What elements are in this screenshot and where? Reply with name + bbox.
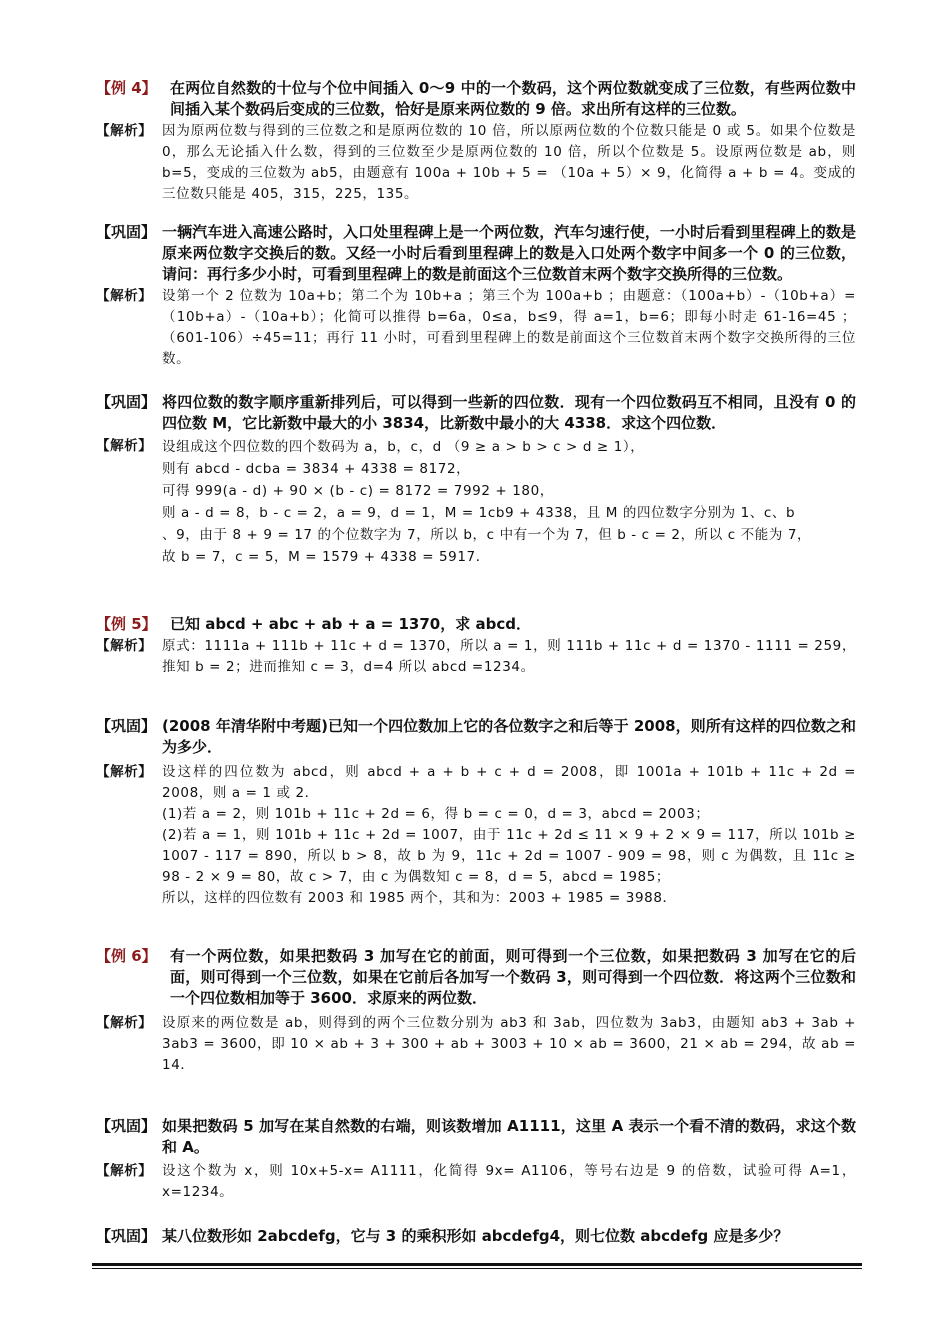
consolidate-1-question-text: 一辆汽车进入高速公路时，入口处里程碑上是一个两位数，汽车匀速行使，一小时后看到里程碑上的数是原来两位数字交换后的数。又经一小时后看到里程碑上的数是入口处两个数字中间多一个 0 的三位数，请问：再行多少小时，可看到里程碑上的数是前面这个三位数首末两个数字交换所得的三位数。 [162, 223, 856, 283]
example-4-answer [96, 121, 856, 205]
example-4-question-text: 在两位自然数的十位与个位中间插入 0～9 中的一个数码，这个两位数就变成了三位数，有些两位数中间插入某个数码后变成的三位数，恰好是原来两位数的 9 倍。求出所有这样的三位数。 [170, 79, 856, 118]
consolidate-4-answer [96, 1161, 856, 1203]
consolidate-3-answer-body [96, 762, 856, 909]
consolidate-1-question [96, 222, 856, 285]
consolidate-2-answer-tag: 【解析】 [96, 438, 153, 454]
consolidate-3-answer [96, 762, 856, 909]
answer-line: 、9，由于 8 + 9 = 17 的个位数字为 7，所以 b，c 中有一个为 7，但 b - c = 2，所以 c 不能为 7， [162, 527, 812, 543]
consolidate-4-question [96, 1116, 856, 1158]
example-5-block [96, 614, 856, 678]
consolidate-2-question [96, 392, 856, 434]
example-5-answer-tag: 【解析】 [96, 638, 153, 654]
consolidate-1-answer-text: 设第一个 2 位数为 10a+b；第二个为 10b+a ；第三个为 100a+b ；由题意：（100a+b）-（10b+a）=（10b+a）-（10a+b）；化简可以推得 b=6a，0≤a，b≤9，得 a=1，b=6；即每小时走 61-16=45 ；（601-106）÷45=11；再行 11 小时，可看到里程碑上的数是前面这个三位数首末两个数字交换所得的三位数。 [162, 288, 856, 367]
example-6-answer-tag: 【解析】 [96, 1015, 153, 1031]
consolidate-4-answer-tag: 【解析】 [96, 1163, 153, 1179]
answer-line: 设组成这个四位数的四个数码为 a，b，c，d （9 ≥ a > b > c > d ≥ 1）， [162, 439, 645, 455]
answer-line: 设这样的四位数为 abcd，则 abcd + a + b + c + d = 2008，即 1001a + 101b + 11c + 2d = 2008，则 a = 1 或 2． [162, 764, 856, 801]
example-5-question-text: 已知 abcd + abc + ab + a = 1370，求 abcd． [170, 615, 531, 633]
answer-line: (1)若 a = 2，则 101b + 11c + 2d = 6，得 b = c = 0，d = 3，abcd = 2003； [162, 806, 710, 822]
consolidate-2-answer [96, 436, 856, 568]
example-4-tag: 【例 4】 [96, 79, 157, 97]
consolidate-1-answer [96, 286, 856, 370]
example-6-answer [96, 1013, 856, 1076]
consolidate-5-question [96, 1226, 856, 1247]
answer-line: 则有 abcd - dcba = 3834 + 4338 = 8172， [162, 461, 471, 477]
consolidate-2-question-text: 将四位数的数字顺序重新排列后，可以得到一些新的四位数．现有一个四位数码互不相同，且没有 0 的四位数 M，它比新数中最大的小 3834，比新数中最小的大 4338．求这个四位数． [162, 393, 856, 432]
example-6-block [96, 946, 856, 1076]
example-6-answer-text: 设原来的两位数是 ab，则得到的两个三位数分别为 ab3 和 3ab，四位数为 3ab3，由题知 ab3 + 3ab + 3ab3 = 3600，即 10 × ab + 3 + 300 + ab + 3003 + 10 × ab = 3600，21 × ab = 294，故 ab = 14． [162, 1015, 856, 1073]
consolidate-5-block [96, 1226, 856, 1247]
consolidate-2-tag: 【巩固】 [96, 393, 157, 411]
consolidate-3-answer-tag: 【解析】 [96, 764, 153, 780]
consolidate-4-block [96, 1116, 856, 1203]
example-4-question [96, 78, 856, 120]
example-5-answer [96, 636, 856, 678]
consolidate-3-question-text: (2008 年清华附中考题)已知一个四位数加上它的各位数字之和后等于 2008，则所有这样的四位数之和为多少． [162, 717, 856, 756]
example-4-answer-tag: 【解析】 [96, 123, 153, 139]
answer-line: 可得 999(a - d) + 90 × (b - c) = 8172 = 7992 + 180， [162, 483, 554, 499]
answer-line: 故 b = 7，c = 5，M = 1579 + 4338 = 5917． [162, 549, 490, 565]
consolidate-3-tag: 【巩固】 [96, 717, 157, 735]
consolidate-5-tag: 【巩固】 [96, 1227, 157, 1245]
consolidate-4-question-text: 如果把数码 5 加写在某自然数的右端，则该数增加 A1111，这里 A 表示一个看不清的数码，求这个数和 A。 [162, 1117, 856, 1156]
example-5-answer-text: 原式：1111a + 111b + 11c + d = 1370，所以 a = 1，则 111b + 11c + d = 1370 - 1111 = 259，推知 b = 2；进而推知 c = 3，d=4 所以 abcd =1234。 [162, 638, 856, 675]
answer-line: 则 a - d = 8，b - c = 2，a = 9，d = 1，M = 1cb9 + 4338，且 M 的四位数字分别为 1、c、b [162, 505, 796, 521]
example-5-tag: 【例 5】 [96, 615, 157, 633]
answer-line: 所以，这样的四位数有 2003 和 1985 两个，其和为：2003 + 1985 = 3988． [162, 890, 677, 906]
answer-line: (2)若 a = 1，则 101b + 11c + 2d = 1007，由于 11c + 2d ≤ 11 × 9 + 2 × 9 = 117，所以 101b ≥ 1007 - 117 = 890，所以 b > 8，故 b 为 9，11c + 2d = 1007 - 909 = 98，则 c 为偶数，且 11c ≥ 98 - 2 × 9 = 80，故 c > 7，由 c 为偶数知 c = 8，d = 5，abcd = 1985； [162, 827, 856, 885]
consolidate-2-block [96, 392, 856, 568]
consolidate-4-answer-text: 设这个数为 x，则 10x+5-x= A1111，化简得 9x= A1106，等号右边是 9 的倍数，试验可得 A=1，x=1234。 [162, 1163, 856, 1200]
consolidate-3-question [96, 716, 856, 758]
consolidate-3-block [96, 716, 856, 909]
footer-rule-thin [92, 1268, 862, 1269]
footer-rule-thick [92, 1263, 862, 1266]
consolidate-1-answer-tag: 【解析】 [96, 288, 153, 304]
consolidate-2-answer-body [96, 436, 856, 568]
consolidate-1-block [96, 222, 856, 370]
example-6-question-text: 有一个两位数，如果把数码 3 加写在它的前面，则可得到一个三位数，如果把数码 3 加写在它的后面，则可得到一个三位数，如果在它前后各加写一个数码 3，则可得到一个四位数．将这两个三位数和一个四位数相加等于 3600．求原来的两位数． [170, 947, 856, 1007]
example-4-answer-text: 因为原两位数与得到的三位数之和是原两位数的 10 倍，所以原两位数的个位数只能是 0 或 5。如果个位数是 0，那么无论插入什么数，得到的三位数至少是原两位数的 10 倍，所以个位数是 5。设原两位数是 ab，则 b=5，变成的三位数为 ab5，由题意有 100a + 10b + 5 = （10a + 5）× 9，化简得 a + b = 4。变成的三位数只能是 405，315，225，135。 [162, 123, 856, 202]
example-5-question [96, 614, 856, 635]
example-4-block [96, 78, 856, 205]
example-6-question [96, 946, 856, 1009]
consolidate-1-tag: 【巩固】 [96, 223, 157, 241]
consolidate-5-question-text: 某八位数形如 2abcdefg，它与 3 的乘积形如 abcdefg4，则七位数 abcdefg 应是多少？ [162, 1227, 789, 1245]
consolidate-4-tag: 【巩固】 [96, 1117, 157, 1135]
example-6-tag: 【例 6】 [96, 947, 157, 965]
